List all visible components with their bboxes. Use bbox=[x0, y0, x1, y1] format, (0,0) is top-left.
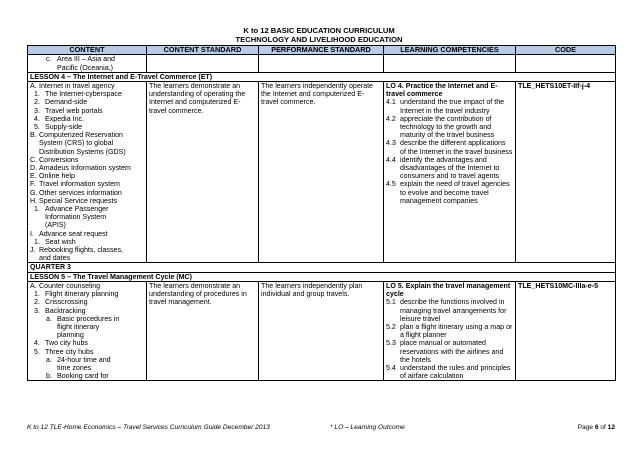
list-item bbox=[30, 172, 144, 180]
quarter-label: QUARTER 3 bbox=[28, 263, 616, 272]
column-header-content: CONTENT bbox=[28, 46, 147, 55]
list-item-text: and dates bbox=[39, 254, 71, 263]
competency-number: 5.2 bbox=[386, 322, 396, 331]
lesson-4-competency-list bbox=[386, 98, 513, 205]
competency-number: 4.1 bbox=[386, 98, 396, 107]
list-item bbox=[30, 246, 144, 254]
lesson-heading-row bbox=[28, 272, 616, 281]
list-item bbox=[30, 298, 144, 306]
list-item bbox=[30, 82, 144, 90]
list-item-label: b. bbox=[46, 372, 52, 381]
quarter-row bbox=[28, 263, 616, 272]
list-item-text: Supply-side bbox=[45, 123, 83, 132]
list-item-text: Flight itinerary planning bbox=[45, 290, 119, 299]
list-item-text: Booking card for bbox=[57, 372, 109, 381]
competency-text: place manual or automated reservations with the airlines and the hotels bbox=[400, 339, 504, 364]
list-item-text: Computerized Reservation bbox=[39, 131, 123, 140]
list-item-text: Expedia Inc. bbox=[45, 114, 85, 123]
list-item-text: Demand-side bbox=[45, 98, 88, 107]
list-item bbox=[30, 189, 144, 197]
lesson-5-content-standard: The learners demonstrate an understanding of procedures in travel management. bbox=[147, 281, 259, 380]
list-item bbox=[30, 307, 144, 315]
lesson-5-code: TLE_HETS10MC-IIIa-e-5 bbox=[516, 281, 616, 380]
list-item-text: Amadeus Information system bbox=[39, 164, 131, 173]
lesson-5-competencies-cell bbox=[384, 281, 516, 380]
list-item bbox=[30, 180, 144, 188]
list-item-label: E. bbox=[30, 172, 37, 181]
list-item-text: The Internet-cyberspace bbox=[45, 90, 122, 99]
list-item-label: 2. bbox=[34, 298, 40, 307]
list-item bbox=[30, 230, 144, 238]
competency-number: 5.1 bbox=[386, 298, 396, 307]
competency-text: understand the rules and principles of airfare calculation bbox=[400, 363, 511, 381]
competency-text: appreciate the contribution of technology to the growth and maturity of the travel business bbox=[400, 114, 495, 140]
competency-item bbox=[386, 115, 513, 140]
list-item-text: Seat wish bbox=[45, 237, 76, 246]
list-item bbox=[30, 148, 144, 156]
list-item bbox=[30, 107, 144, 115]
list-item bbox=[30, 331, 144, 339]
document-title: K to 12 BASIC EDUCATION CURRICULUM bbox=[243, 26, 395, 35]
list-item-label: 4. bbox=[34, 339, 40, 348]
document-subtitle: TECHNOLOGY AND LIVELIHOOD EDUCATION bbox=[235, 35, 403, 44]
lesson-5-performance-standard: The learners independently plan individual and group travels. bbox=[259, 281, 384, 380]
lesson-4-content-standard: The learners demonstrate an understanding of operating the Internet and computerized E-travel commerce. bbox=[147, 82, 259, 263]
page-current: 6 bbox=[594, 424, 599, 431]
competency-text: identify the advantages and disadvantages of the Internet to consumers and to travel agents bbox=[400, 155, 500, 181]
list-item-label: A. bbox=[30, 281, 37, 290]
column-header-code: CODE bbox=[516, 46, 616, 55]
page-separator: of bbox=[598, 424, 608, 431]
competency-item bbox=[386, 139, 513, 155]
column-header-performance-standard: PERFORMANCE STANDARD bbox=[259, 46, 384, 55]
list-item-label: 1. bbox=[34, 90, 40, 99]
list-item bbox=[30, 115, 144, 123]
list-item bbox=[30, 356, 144, 364]
page-prefix: Page bbox=[577, 424, 595, 431]
list-item-text: Rebooking flights, classes, bbox=[39, 246, 123, 255]
list-item-label bbox=[30, 254, 39, 262]
competency-number: 4.3 bbox=[386, 139, 396, 148]
list-item-text: time zones bbox=[57, 363, 92, 372]
list-item-label: H. bbox=[30, 196, 38, 205]
list-item bbox=[30, 205, 144, 213]
list-item-label: a. bbox=[46, 314, 52, 323]
list-item-text: Distribution Systems (GDS) bbox=[39, 147, 126, 156]
list-item-label: 1. bbox=[34, 205, 40, 214]
competency-text: understand the true impact of the Internet in the travel industry bbox=[400, 98, 505, 115]
list-item-label bbox=[46, 323, 57, 331]
table-row-lesson-4 bbox=[28, 82, 616, 263]
list-item bbox=[30, 123, 144, 131]
lesson-5-content-cell bbox=[28, 281, 147, 380]
footer-guide-title: K to 12 TLE-Home Economics – Travel Services Curriculum Guide December 2013 bbox=[27, 424, 270, 431]
page-number bbox=[578, 424, 615, 431]
competency-number: 5.3 bbox=[386, 339, 396, 348]
list-item-label: D. bbox=[30, 164, 38, 173]
list-item-label bbox=[30, 139, 39, 147]
lesson-5-competency-list bbox=[386, 298, 513, 380]
column-header-content-standard: CONTENT STANDARD bbox=[147, 46, 259, 55]
list-item-text: 24-hour time and bbox=[57, 355, 111, 364]
list-item bbox=[30, 55, 144, 63]
competency-item bbox=[386, 156, 513, 181]
list-item bbox=[30, 164, 144, 172]
list-item bbox=[30, 372, 144, 380]
list-item bbox=[30, 254, 144, 262]
list-item-text: Area III – Asia and bbox=[57, 55, 115, 64]
competency-item bbox=[386, 339, 513, 364]
list-item bbox=[30, 64, 144, 72]
list-item bbox=[30, 139, 144, 147]
list-item bbox=[30, 197, 144, 205]
list-item-label: I. bbox=[30, 229, 34, 238]
list-item bbox=[30, 339, 144, 347]
list-item-label: 1. bbox=[34, 237, 40, 246]
list-item bbox=[30, 156, 144, 164]
list-item-text: Travel web portals bbox=[45, 106, 103, 115]
list-item bbox=[30, 213, 144, 221]
competency-item bbox=[386, 180, 513, 205]
list-item-label: J. bbox=[30, 246, 36, 255]
list-item-label: 5. bbox=[34, 123, 40, 132]
list-item bbox=[30, 98, 144, 106]
column-header-learning-competencies: LEARNING COMPETENCIES bbox=[384, 46, 516, 55]
list-item-label: A. bbox=[30, 82, 37, 91]
competency-text: plan a flight itinerary using a map or a flight planner bbox=[400, 322, 513, 340]
list-item-label bbox=[46, 331, 57, 339]
list-item bbox=[30, 238, 144, 246]
list-item-text: planning bbox=[57, 331, 84, 340]
list-item-text: Backtracking bbox=[45, 306, 86, 315]
list-item-label: 4. bbox=[34, 114, 40, 123]
list-item-label bbox=[34, 221, 45, 229]
list-item bbox=[30, 364, 144, 372]
competency-text: describe the different applications of the Internet in the travel business bbox=[400, 139, 513, 156]
list-item-label: B. bbox=[30, 131, 37, 140]
list-item-text: Two city hubs bbox=[45, 339, 88, 348]
competency-item bbox=[386, 298, 513, 323]
list-item-label: C. bbox=[30, 155, 38, 164]
list-item-text: Advance seat request bbox=[39, 229, 108, 238]
list-item bbox=[30, 221, 144, 229]
list-item bbox=[30, 282, 144, 290]
competency-number: 5.4 bbox=[386, 363, 396, 372]
competency-number: 4.2 bbox=[386, 114, 396, 123]
lesson-4-performance-standard: The learners independently operate the Internet and computerized E-travel commerce. bbox=[259, 82, 384, 263]
list-item-label: F. bbox=[30, 180, 36, 189]
list-item-label bbox=[30, 148, 39, 156]
list-item bbox=[30, 90, 144, 98]
list-item-text: Crisscrossing bbox=[45, 298, 88, 307]
list-item-text: Other services information bbox=[39, 188, 122, 197]
list-item-label: G. bbox=[30, 188, 38, 197]
competency-text: explain the need of travel agencies to evolve and become travel management companies bbox=[400, 180, 510, 205]
list-item bbox=[30, 323, 144, 331]
competency-number: 4.4 bbox=[386, 155, 396, 164]
list-item-text: flight itinerary bbox=[57, 322, 100, 331]
list-item-text: Basic procedures in bbox=[57, 314, 120, 323]
list-item bbox=[30, 131, 144, 139]
list-item-text: Internet in travel agency bbox=[39, 82, 115, 91]
list-item-label: c. bbox=[46, 55, 52, 64]
table-row-lesson-5 bbox=[28, 281, 616, 380]
list-item-label: 2. bbox=[34, 98, 40, 107]
lesson-4-content-cell bbox=[28, 82, 147, 263]
lesson-4-code: TLE_HETS10ET-IIf-j-4 bbox=[516, 82, 616, 263]
table-row-carryover bbox=[28, 55, 616, 72]
competency-number: 4.5 bbox=[386, 180, 396, 189]
curriculum-table bbox=[27, 45, 616, 381]
list-item-label bbox=[34, 213, 45, 221]
lesson-4-competencies-cell bbox=[384, 82, 516, 263]
lesson-5-heading: LESSON 5 – The Travel Management Cycle (MC) bbox=[28, 272, 616, 281]
footer-note: * LO – Learning Outcome bbox=[330, 424, 405, 431]
list-item-label: a. bbox=[46, 355, 52, 364]
list-item-text: (APIS) bbox=[45, 221, 66, 230]
list-item-text: Advance Passenger bbox=[45, 205, 109, 214]
list-item bbox=[30, 315, 144, 323]
list-item bbox=[30, 348, 144, 356]
list-item-label: 3. bbox=[34, 106, 40, 115]
list-item-text: Three city hubs bbox=[45, 347, 94, 356]
table-header-row bbox=[28, 46, 616, 55]
list-item-text: System (CRS) to global bbox=[39, 139, 114, 148]
list-item-text: Online help bbox=[39, 172, 75, 181]
carryover-content-cell bbox=[28, 55, 147, 72]
list-item-text: Information System bbox=[45, 213, 107, 222]
list-item-label bbox=[46, 364, 57, 372]
list-item-text: Travel information system bbox=[39, 180, 120, 189]
list-item-label: 3. bbox=[34, 306, 40, 315]
competency-item bbox=[386, 98, 513, 114]
list-item-label: 5. bbox=[34, 347, 40, 356]
list-item-text: Special Service requests bbox=[39, 196, 118, 205]
list-item-text: Pacific (Oceania,) bbox=[57, 63, 113, 72]
list-item-text: Counter counseling bbox=[39, 281, 101, 290]
lesson-4-heading: LESSON 4 – The Internet and E-Travel Commerce (ET) bbox=[28, 72, 616, 81]
competency-text: describe the functions involved in managing travel arrangements for leisure travel bbox=[400, 298, 507, 323]
list-item bbox=[30, 290, 144, 298]
page-total: 12 bbox=[607, 424, 615, 431]
list-item-text: Conversions bbox=[39, 155, 79, 164]
document-header bbox=[0, 26, 638, 44]
lesson-5-lo-title: LO 5. Explain the travel management cycle bbox=[386, 281, 511, 299]
competency-item bbox=[386, 364, 513, 380]
lesson-heading-row bbox=[28, 72, 616, 81]
list-item-label: 1. bbox=[34, 290, 40, 299]
competency-item bbox=[386, 323, 513, 339]
lesson-4-lo-title: LO 4. Practice the Internet and E-travel commerce bbox=[386, 82, 498, 99]
